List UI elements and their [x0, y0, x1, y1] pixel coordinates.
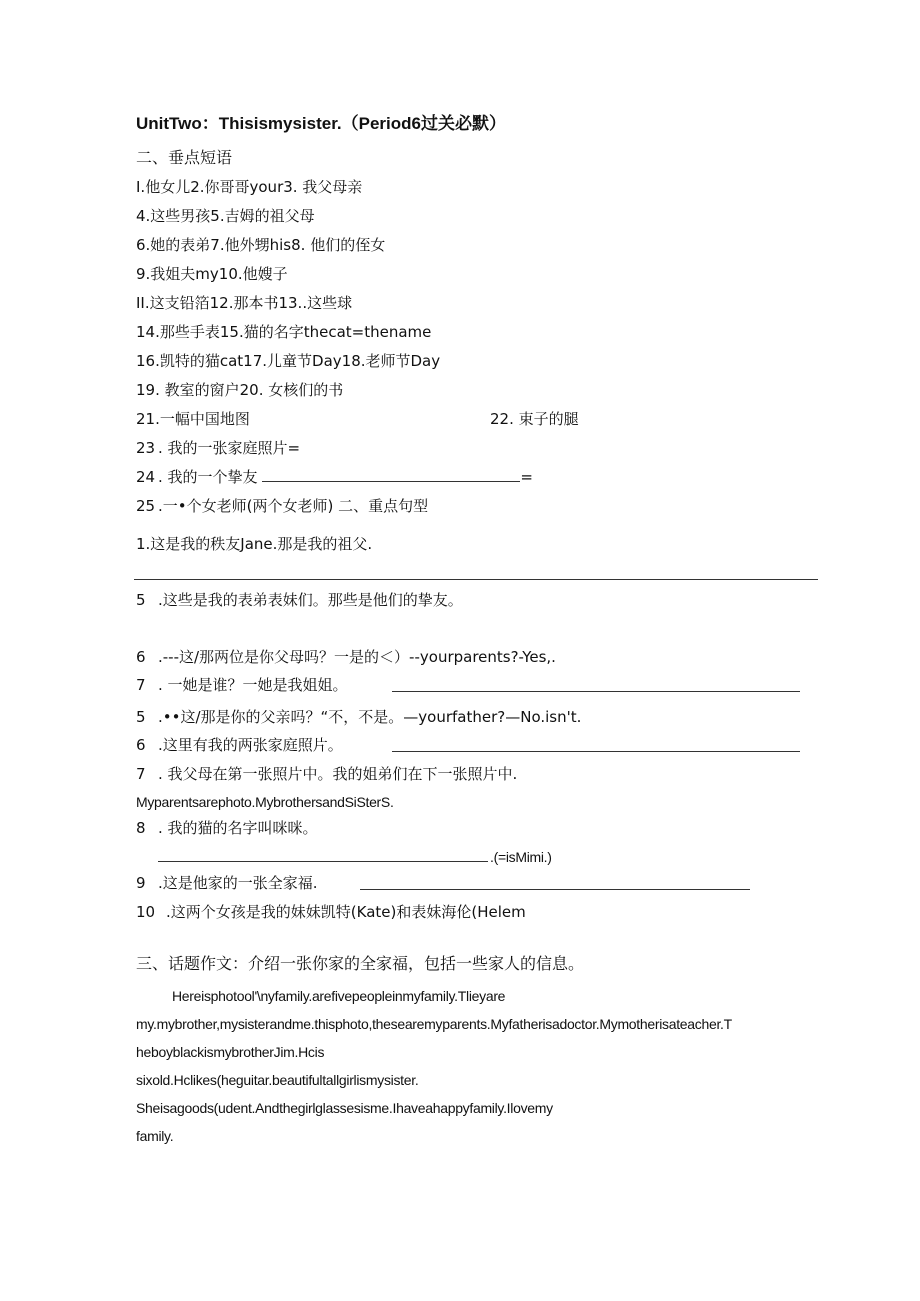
item-number: 7 [136, 676, 146, 694]
answer-line[interactable] [392, 751, 800, 752]
item-number: 23 [136, 439, 156, 457]
section-composition-heading: 三、话题作文：介绍一张你家的全家福，包括一些家人的信息。 [136, 954, 585, 973]
item-number: 10 [136, 903, 156, 921]
sentence-10 [136, 901, 526, 923]
sentence-5a [136, 589, 463, 611]
item-text: .这里有我的两张家庭照片。 [158, 736, 343, 754]
phrase-item-21: 21.一幅中国地图 [136, 410, 250, 428]
phrase-line-5: II.这支铅箔12.那本书13..这些球 [136, 294, 353, 312]
composition-line-5: Sheisagoods(udent.Andthegirlglassesisme.Ihaveahappyfamily.Ilovemy [136, 1100, 553, 1116]
sentence-7b-english: Myparentsarephoto.MybrothersandSiSterS. [136, 794, 394, 810]
phrase-line-2: 4.这些男孩5.吉姆的祖父母 [136, 207, 315, 225]
item-text: .这些是我的表弟表妹们。那些是他们的挚友。 [158, 591, 463, 609]
item-number: 7 [136, 765, 146, 783]
item-number: 5 [136, 708, 146, 726]
phrase-line-4: 9.我姐夫my10.他嫂子 [136, 265, 288, 283]
sentence-7a [136, 674, 348, 696]
item-text: . 我父母在第一张照片中。我的姐弟们在下一张照片中. [158, 765, 518, 783]
item-text: .---这/那两位是你父母吗？一是的＜）--yourparents?-Yes,. [158, 648, 556, 666]
item-number: 6 [136, 648, 146, 666]
phrase-item-23 [136, 437, 300, 459]
item-text: .这两个女孩是我的妹妹凯特(Kate)和表妹海伦(Helem [166, 903, 526, 921]
phrase-line-8: 19. 教室的窗户20. 女核们的书 [136, 381, 344, 399]
page-title: UnitTwo：Thisismysister.（Period6过关必默） [136, 114, 506, 133]
composition-line-4: sixold.Hclikes(heguitar.beautifultallgirlismysister. [136, 1072, 419, 1088]
item-text: . 我的一张家庭照片= [158, 439, 301, 457]
sentence-7b [136, 763, 517, 785]
phrase-item-25 [136, 495, 428, 517]
sentence-8-english: .(=isMimi.) [490, 849, 552, 865]
answer-line[interactable] [134, 579, 818, 580]
item-number: 9 [136, 874, 146, 892]
answer-blank[interactable] [262, 467, 520, 482]
item-text: .••这/那是你的父亲吗？“不，不是。—yourfather?—No.isn't. [158, 708, 582, 726]
sentence-6b [136, 734, 343, 756]
answer-line[interactable] [360, 889, 750, 890]
item-number: 25 [136, 497, 156, 515]
phrase-line-6: 14.那些手表15.猫的名字thecat=thename [136, 323, 432, 341]
composition-line-3: heboyblackismybrotherJim.Hcis [136, 1044, 325, 1060]
item-number: 24 [136, 468, 156, 486]
phrase-item-22: 22. 束子的腿 [490, 410, 579, 428]
item-text: . 我的一个挚友 [158, 468, 258, 486]
item-text: .这是他家的一张全家福. [158, 874, 318, 892]
item-number: 6 [136, 736, 146, 754]
item-number: 8 [136, 819, 146, 837]
sentence-6a [136, 646, 556, 668]
item-text: . 一她是谁？一她是我姐姐。 [158, 676, 348, 694]
answer-line[interactable] [158, 861, 488, 862]
sentence-5b [136, 706, 581, 728]
sentence-9 [136, 872, 318, 894]
item-text: .一•个女老师(两个女老师) 二、重点句型 [158, 497, 429, 515]
phrase-line-7: 16.凯特的猫cat17.儿童节Day18.老师节Day [136, 352, 441, 370]
answer-line[interactable] [392, 691, 800, 692]
phrase-item-24 [136, 466, 533, 488]
sentence-1: 1.这是我的秩友Jane.那是我的祖父. [136, 535, 373, 553]
phrase-line-3: 6.她的表弟7.他外甥his8. 他们的侄女 [136, 236, 386, 254]
item-end: = [520, 468, 533, 486]
sentence-8 [136, 817, 318, 839]
composition-line-6: family. [136, 1128, 174, 1144]
section-phrases-heading: 二、垂点短语 [136, 148, 233, 167]
composition-line-2: my.mybrother,mysisterandme.thisphoto,thesearemyparents.Myfatherisadoctor.Mymotherisateacher.T [136, 1016, 732, 1032]
item-text: . 我的猫的名字叫咪咪。 [158, 819, 318, 837]
item-number: 5 [136, 591, 146, 609]
composition-line-1: Hereisphotool'\nyfamily.arefivepeopleinmyfamily.Tlieyare [172, 988, 506, 1004]
phrase-line-1: I.他女儿2.你哥哥your3. 我父母亲 [136, 178, 363, 196]
